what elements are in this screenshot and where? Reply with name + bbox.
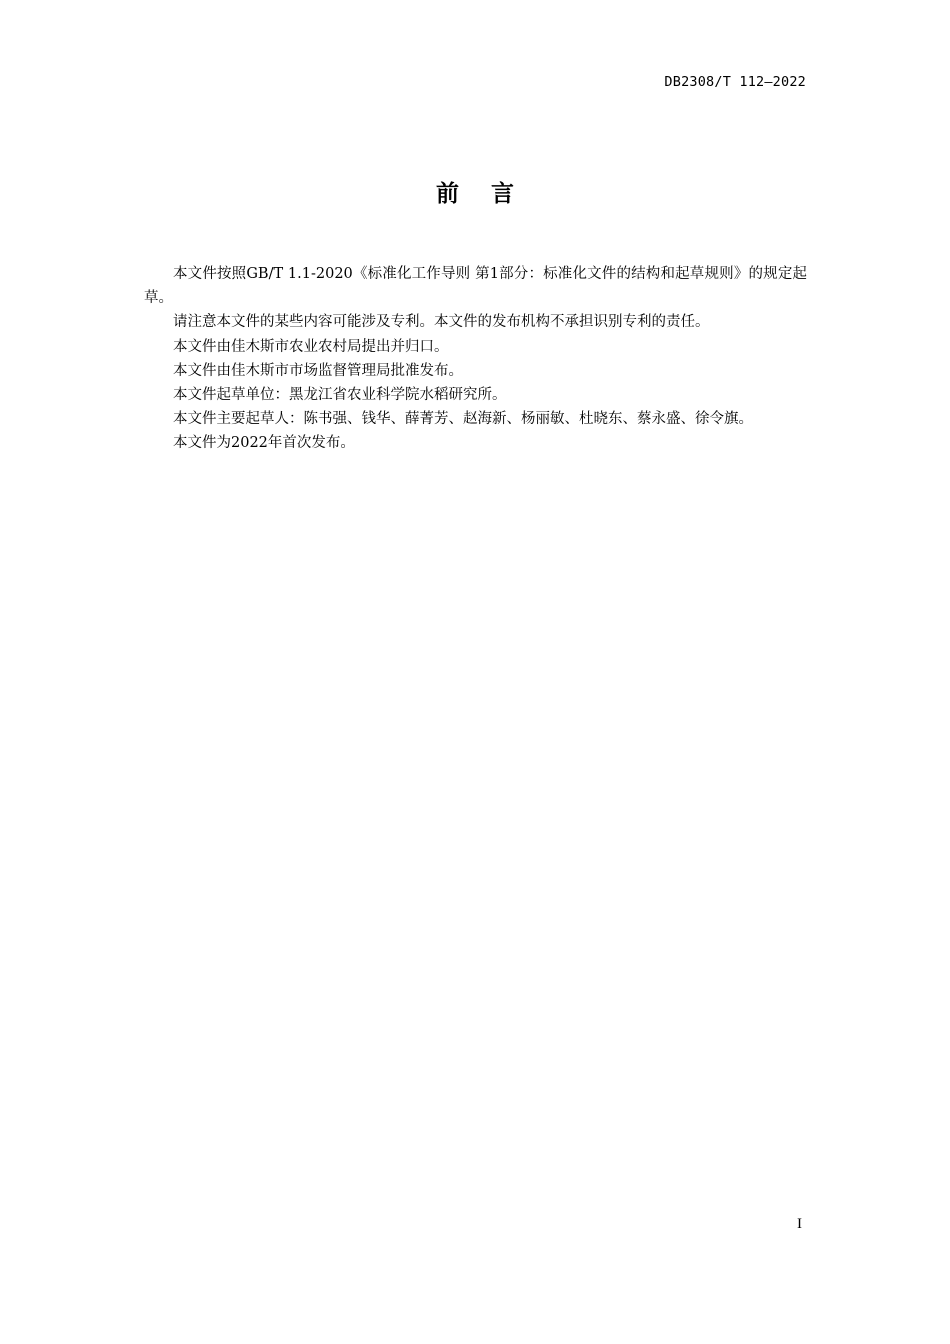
paragraph-first-release: 本文件为2022年首次发布。 xyxy=(173,435,355,452)
page-number: I xyxy=(797,1216,802,1232)
paragraph-drafters: 本文件主要起草人：陈书强、钱华、薛菁芳、赵海新、杨丽敏、杜晓东、蔡永盛、徐令旗。 xyxy=(173,411,753,428)
paragraph-patent-notice: 请注意本文件的某些内容可能涉及专利。本文件的发布机构不承担识别专利的责任。 xyxy=(173,314,710,331)
paragraph-drafting-unit: 本文件起草单位：黑龙江省农业科学院水稻研究所。 xyxy=(173,387,507,404)
paragraph-proposer: 本文件由佳木斯市农业农村局提出并归口。 xyxy=(173,338,449,355)
foreword-body xyxy=(144,262,807,456)
document-code: DB2308/T 112—2022 xyxy=(664,74,806,90)
page-title: 前 言 xyxy=(435,181,515,207)
paragraph-approver: 本文件由佳木斯市市场监督管理局批准发布。 xyxy=(173,362,463,379)
paragraph-drafting-rules: 本文件按照GB/T 1.1-2020《标准化工作导则 第1部分：标准化文件的结构和起草规则》的规定起草。 xyxy=(144,266,807,307)
